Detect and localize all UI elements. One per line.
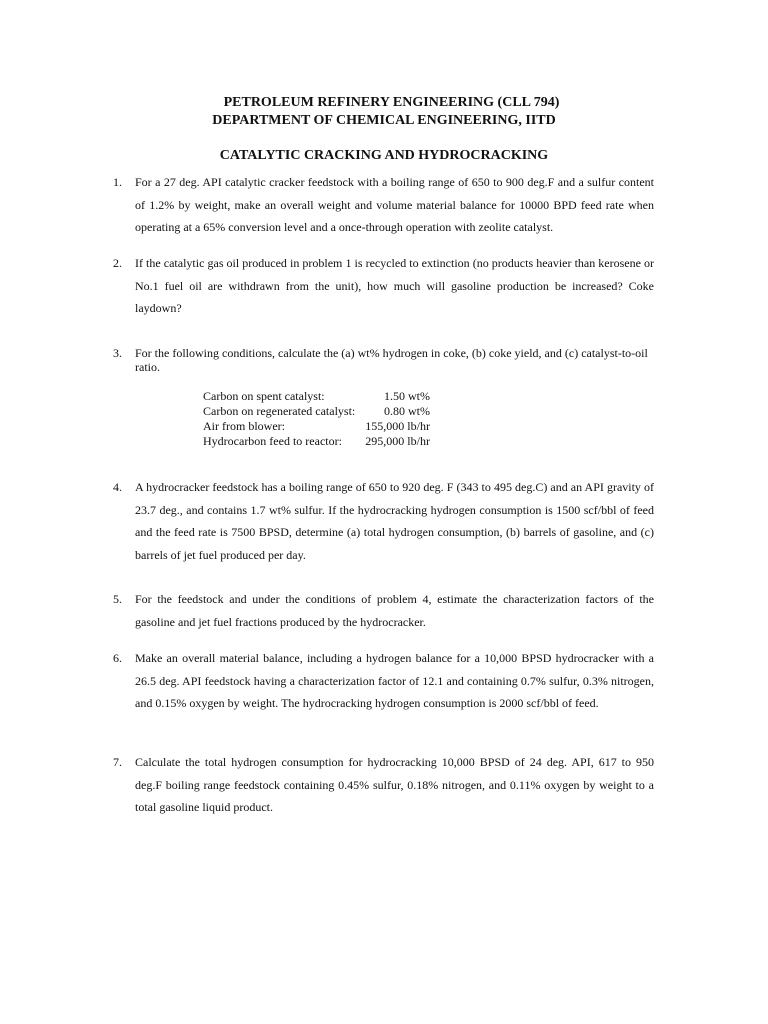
condition-value: 1.50 wt% (383, 389, 430, 403)
question-6 (113, 647, 654, 715)
question-text: Calculate the total hydrogen consumption for hydrocracking 10,000 BPSD of 24 deg. API, 617 to 950 deg.F boiling range feedstock containing 0.45% sulfur, 0.18% nitrogen, and 0.11% oxygen by weight to a total gasoline liquid product. (135, 755, 654, 814)
question-text: For the following conditions, calculate the (a) wt% hydrogen in coke, (b) coke yield, and (c) catalyst-to-oil ratio. (135, 346, 648, 374)
condition-label: Air from blower: (203, 419, 285, 433)
question-number: 2. (113, 256, 122, 270)
condition-value: 0.80 wt% (383, 404, 430, 418)
condition-row (203, 389, 430, 404)
question-number: 1. (113, 175, 122, 189)
condition-row (203, 434, 430, 449)
course-title: PETROLEUM REFINERY ENGINEERING (CLL 794) (223, 95, 560, 110)
question-7 (113, 751, 654, 819)
question-1 (113, 171, 654, 239)
condition-value: 155,000 lb/hr (365, 419, 430, 433)
question-text: For the feedstock and under the conditions of problem 4, estimate the characterization factors of the gasoline and jet fuel fractions produced by the hydrocracker. (135, 592, 654, 629)
condition-label: Carbon on regenerated catalyst: (203, 404, 356, 418)
question-number: 7. (113, 755, 122, 769)
question-number: 5. (113, 592, 122, 606)
question-text: A hydrocracker feedstock has a boiling range of 650 to 920 deg. F (343 to 495 deg.C) and an API gravity of 23.7 deg., and contains 1.7 wt% sulfur. If the hydrocracking hydrogen consumption is 1500 scf/bbl of feed and the feed rate is 7500 BPSD, determine (a) total hydrogen consumption, (b) barrels of gasoline, and (c) barrels of jet fuel produced per day. (135, 480, 654, 562)
question-text: Make an overall material balance, including a hydrogen balance for a 10,000 BPSD hydrocracker with a 26.5 deg. API feedstock having a characterization factor of 12.1 and containing 0.7% sulfur, 0.3% nitrogen, and 0.15% oxygen by weight. The hydrocracking hydrogen consumption is 2000 scf/bbl of feed. (135, 651, 654, 710)
question-number: 4. (113, 480, 122, 494)
question-5 (113, 588, 654, 633)
topic-title: CATALYTIC CRACKING AND HYDROCRACKING (219, 148, 549, 163)
conditions-table (203, 389, 430, 449)
question-4 (113, 476, 654, 566)
question-text: For a 27 deg. API catalytic cracker feedstock with a boiling range of 650 to 900 deg.F and a sulfur content of 1.2% by weight, make an overall weight and volume material balance for 10000 BPD feed rate when operating at a 65% conversion level and a once-through operation with zeolite catalyst. (135, 175, 654, 234)
question-2 (113, 252, 654, 320)
condition-label: Carbon on spent catalyst: (203, 389, 325, 403)
condition-value: 295,000 lb/hr (365, 434, 430, 448)
question-number: 3. (113, 346, 122, 360)
question-text: If the catalytic gas oil produced in problem 1 is recycled to extinction (no products heavier than kerosene or No.1 fuel oil are withdrawn from the unit), how much will gasoline production be increased? Coke laydown? (135, 256, 654, 315)
condition-row (203, 419, 430, 434)
condition-label: Hydrocarbon feed to reactor: (203, 434, 342, 448)
condition-row (203, 404, 430, 419)
question-number: 6. (113, 651, 122, 665)
question-3 (113, 346, 654, 374)
department-title: DEPARTMENT OF CHEMICAL ENGINEERING, IITD (212, 113, 556, 128)
